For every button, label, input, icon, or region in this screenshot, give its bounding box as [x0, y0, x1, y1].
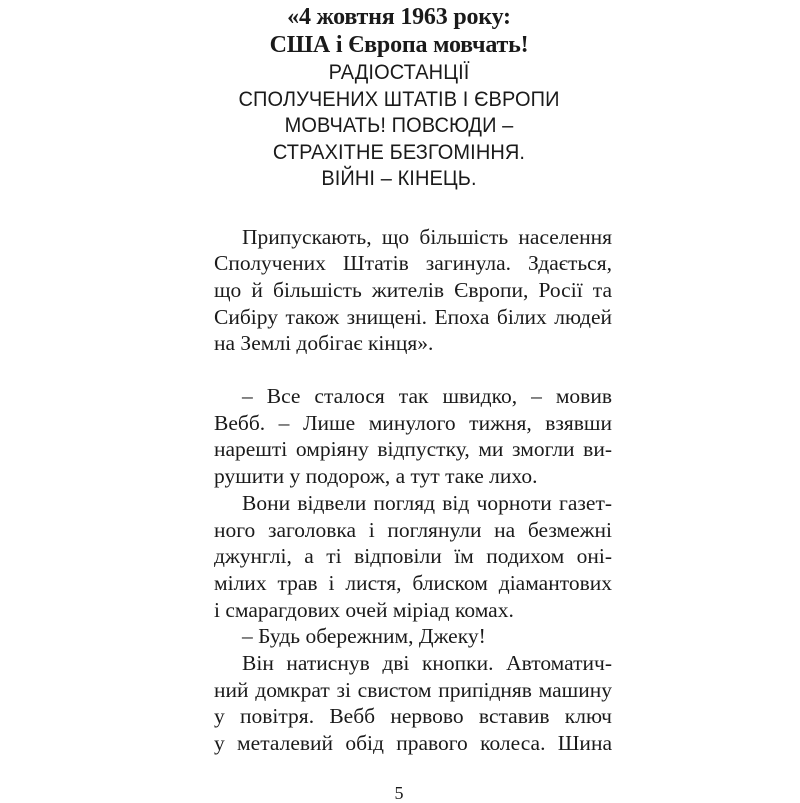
text-line: що й більшість жителів Європи, Росії та — [214, 277, 612, 302]
headline-date-line: «4 жовтня 1963 року: — [287, 4, 511, 30]
text-line: – Будь обережним, Джеку! — [242, 624, 486, 649]
headline-subtitle-line: США і Європа мовчать! — [269, 32, 529, 58]
paragraph-4 — [186, 623, 612, 650]
text-line: Він натиснув дві кнопки. Автоматич- — [242, 651, 612, 676]
book-page — [186, 0, 612, 803]
headline-caps-line: МОВЧАТЬ! ПОВСЮДИ – — [284, 113, 514, 137]
headline-caps-line: СТРАХІТНЕ БЕЗГОМІННЯ. — [272, 139, 526, 164]
body-text — [186, 224, 612, 757]
text-line: у металевий обід правого колеса. Шина — [214, 731, 612, 756]
text-line: – Все сталося так швидко, – мовив — [242, 384, 612, 409]
text-line: ного заголовка і поглянули на безмежні — [214, 517, 612, 542]
text-line: ний домкрат зі свистом припідняв машину — [214, 677, 612, 702]
paragraph-2 — [186, 383, 612, 490]
text-line: на Землі добігає кінця». — [214, 331, 434, 356]
text-line: Сибіру також знищені. Епоха білих людей — [214, 304, 612, 329]
headline-caps-line: СПОЛУЧЕНИХ ШТАТІВ І ЄВРОПИ — [238, 86, 560, 111]
text-line: у повітря. Вебб нервово вставив ключ — [214, 704, 612, 729]
text-line: джунглі, а ті відповіли їм подихом оні- — [214, 544, 612, 569]
text-line: Припускають, що більшість населення — [242, 224, 612, 249]
paragraph-3 — [186, 490, 612, 624]
text-line: Вони відвели погляд від чорноти газет- — [242, 490, 612, 515]
text-line: рушити у подорож, а тут таке лихо. — [214, 464, 538, 489]
paragraph-5 — [186, 650, 612, 757]
text-line: нарешті омріяну відпустку, ми змогли ви- — [214, 437, 612, 462]
text-line: і смарагдових очей міріад комах. — [214, 597, 514, 622]
text-line: мілих трав і листя, блиском діамантових — [214, 570, 612, 595]
text-line: Вебб. – Лише минулого тижня, взявши — [214, 410, 612, 435]
headline-caps-line: РАДІОСТАНЦІЇ — [328, 60, 470, 84]
text-line: Сполучених Штатів загинула. Здається, — [214, 251, 612, 276]
paragraph-1 — [186, 224, 612, 358]
page-number: 5 — [394, 783, 404, 803]
newspaper-headline — [186, 3, 612, 192]
headline-caps-line: ВІЙНІ – КІНЕЦЬ. — [321, 166, 477, 190]
